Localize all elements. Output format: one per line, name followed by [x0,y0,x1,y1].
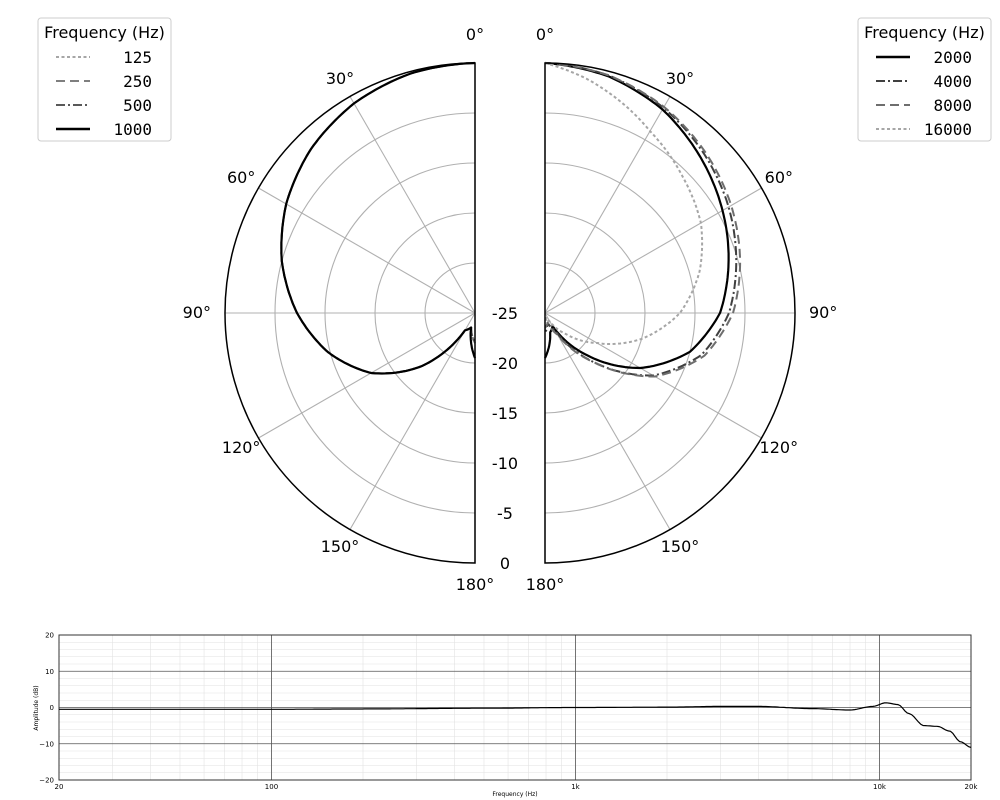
radial-tick-label: -5 [497,504,513,523]
fr-y-tick-labels [39,632,54,785]
legend-label: 1000 [113,120,152,139]
polar-series-16000 [545,63,702,344]
polar-grid-spoke [350,96,475,313]
angle-label: 60° [226,168,256,187]
fr-y-tick-label: 10 [45,667,54,676]
frequency-response-chart [33,632,978,799]
angle-label: 150° [660,536,700,556]
legend-left [38,18,171,141]
angle-labels-left [183,25,495,594]
legend-label: 4000 [933,72,972,91]
fr-x-tick-label: 100 [264,783,279,791]
angle-label: 30° [665,69,695,89]
fr-y-tick-label: 0 [49,704,54,712]
polar-series-2000 [545,63,729,368]
polar-grid-right [545,63,795,563]
polar-grid-spoke [258,313,475,438]
radial-labels [492,304,518,573]
fr-x-tick-label: 10k [873,783,886,791]
polar-grid-spoke [545,313,670,530]
legend-label: 250 [123,72,152,91]
angle-label: 120° [759,438,799,457]
polar-grid-left [225,63,475,563]
legend-right [858,18,991,141]
angle-label: 0° [465,25,485,44]
legend-label: 500 [123,96,152,115]
polar-grid-spoke [258,188,475,313]
polar-chart-right [526,25,838,594]
radial-tick-label: -15 [491,404,519,423]
legend-title: Frequency (Hz) [864,23,985,42]
legend-label: 8000 [933,96,972,115]
fr-y-tick-label: 20 [45,631,54,640]
polar-chart-left [183,25,518,594]
fr-y-tick-label: −10 [39,740,54,749]
fr-x-tick-label: 20 [54,783,64,791]
fr-series-line [59,703,971,748]
radial-tick-label: -25 [491,304,519,323]
radial-tick-label: 0 [499,554,511,573]
legend-label: 125 [123,48,152,67]
radial-tick-label: -20 [491,354,519,373]
angle-label: 120° [221,438,261,457]
angle-label: 180° [455,575,495,594]
polar-grid-spoke [350,313,475,530]
angle-label: 90° [182,303,211,322]
fr-y-axis-label: Amplitude (dB) [33,685,40,731]
radial-tick-label: -10 [491,454,519,473]
angle-label: 0° [535,25,555,44]
fr-x-axis-label: Frequency (Hz) [492,791,538,798]
legend-label: 16000 [923,120,972,139]
fr-x-tick-label: 20k [964,783,978,791]
angle-label: 30° [325,69,355,89]
angle-label: 180° [525,575,565,594]
legend-title: Frequency (Hz) [44,23,165,42]
angle-label: 60° [764,168,794,187]
angle-label: 90° [809,303,838,322]
fr-x-tick-labels [55,783,979,791]
fr-y-tick-label: −20 [39,776,54,785]
fr-x-tick-label: 1k [571,783,580,791]
polar-grid-spoke [545,96,670,313]
legend-label: 2000 [933,48,972,67]
angle-label: 150° [320,536,360,556]
